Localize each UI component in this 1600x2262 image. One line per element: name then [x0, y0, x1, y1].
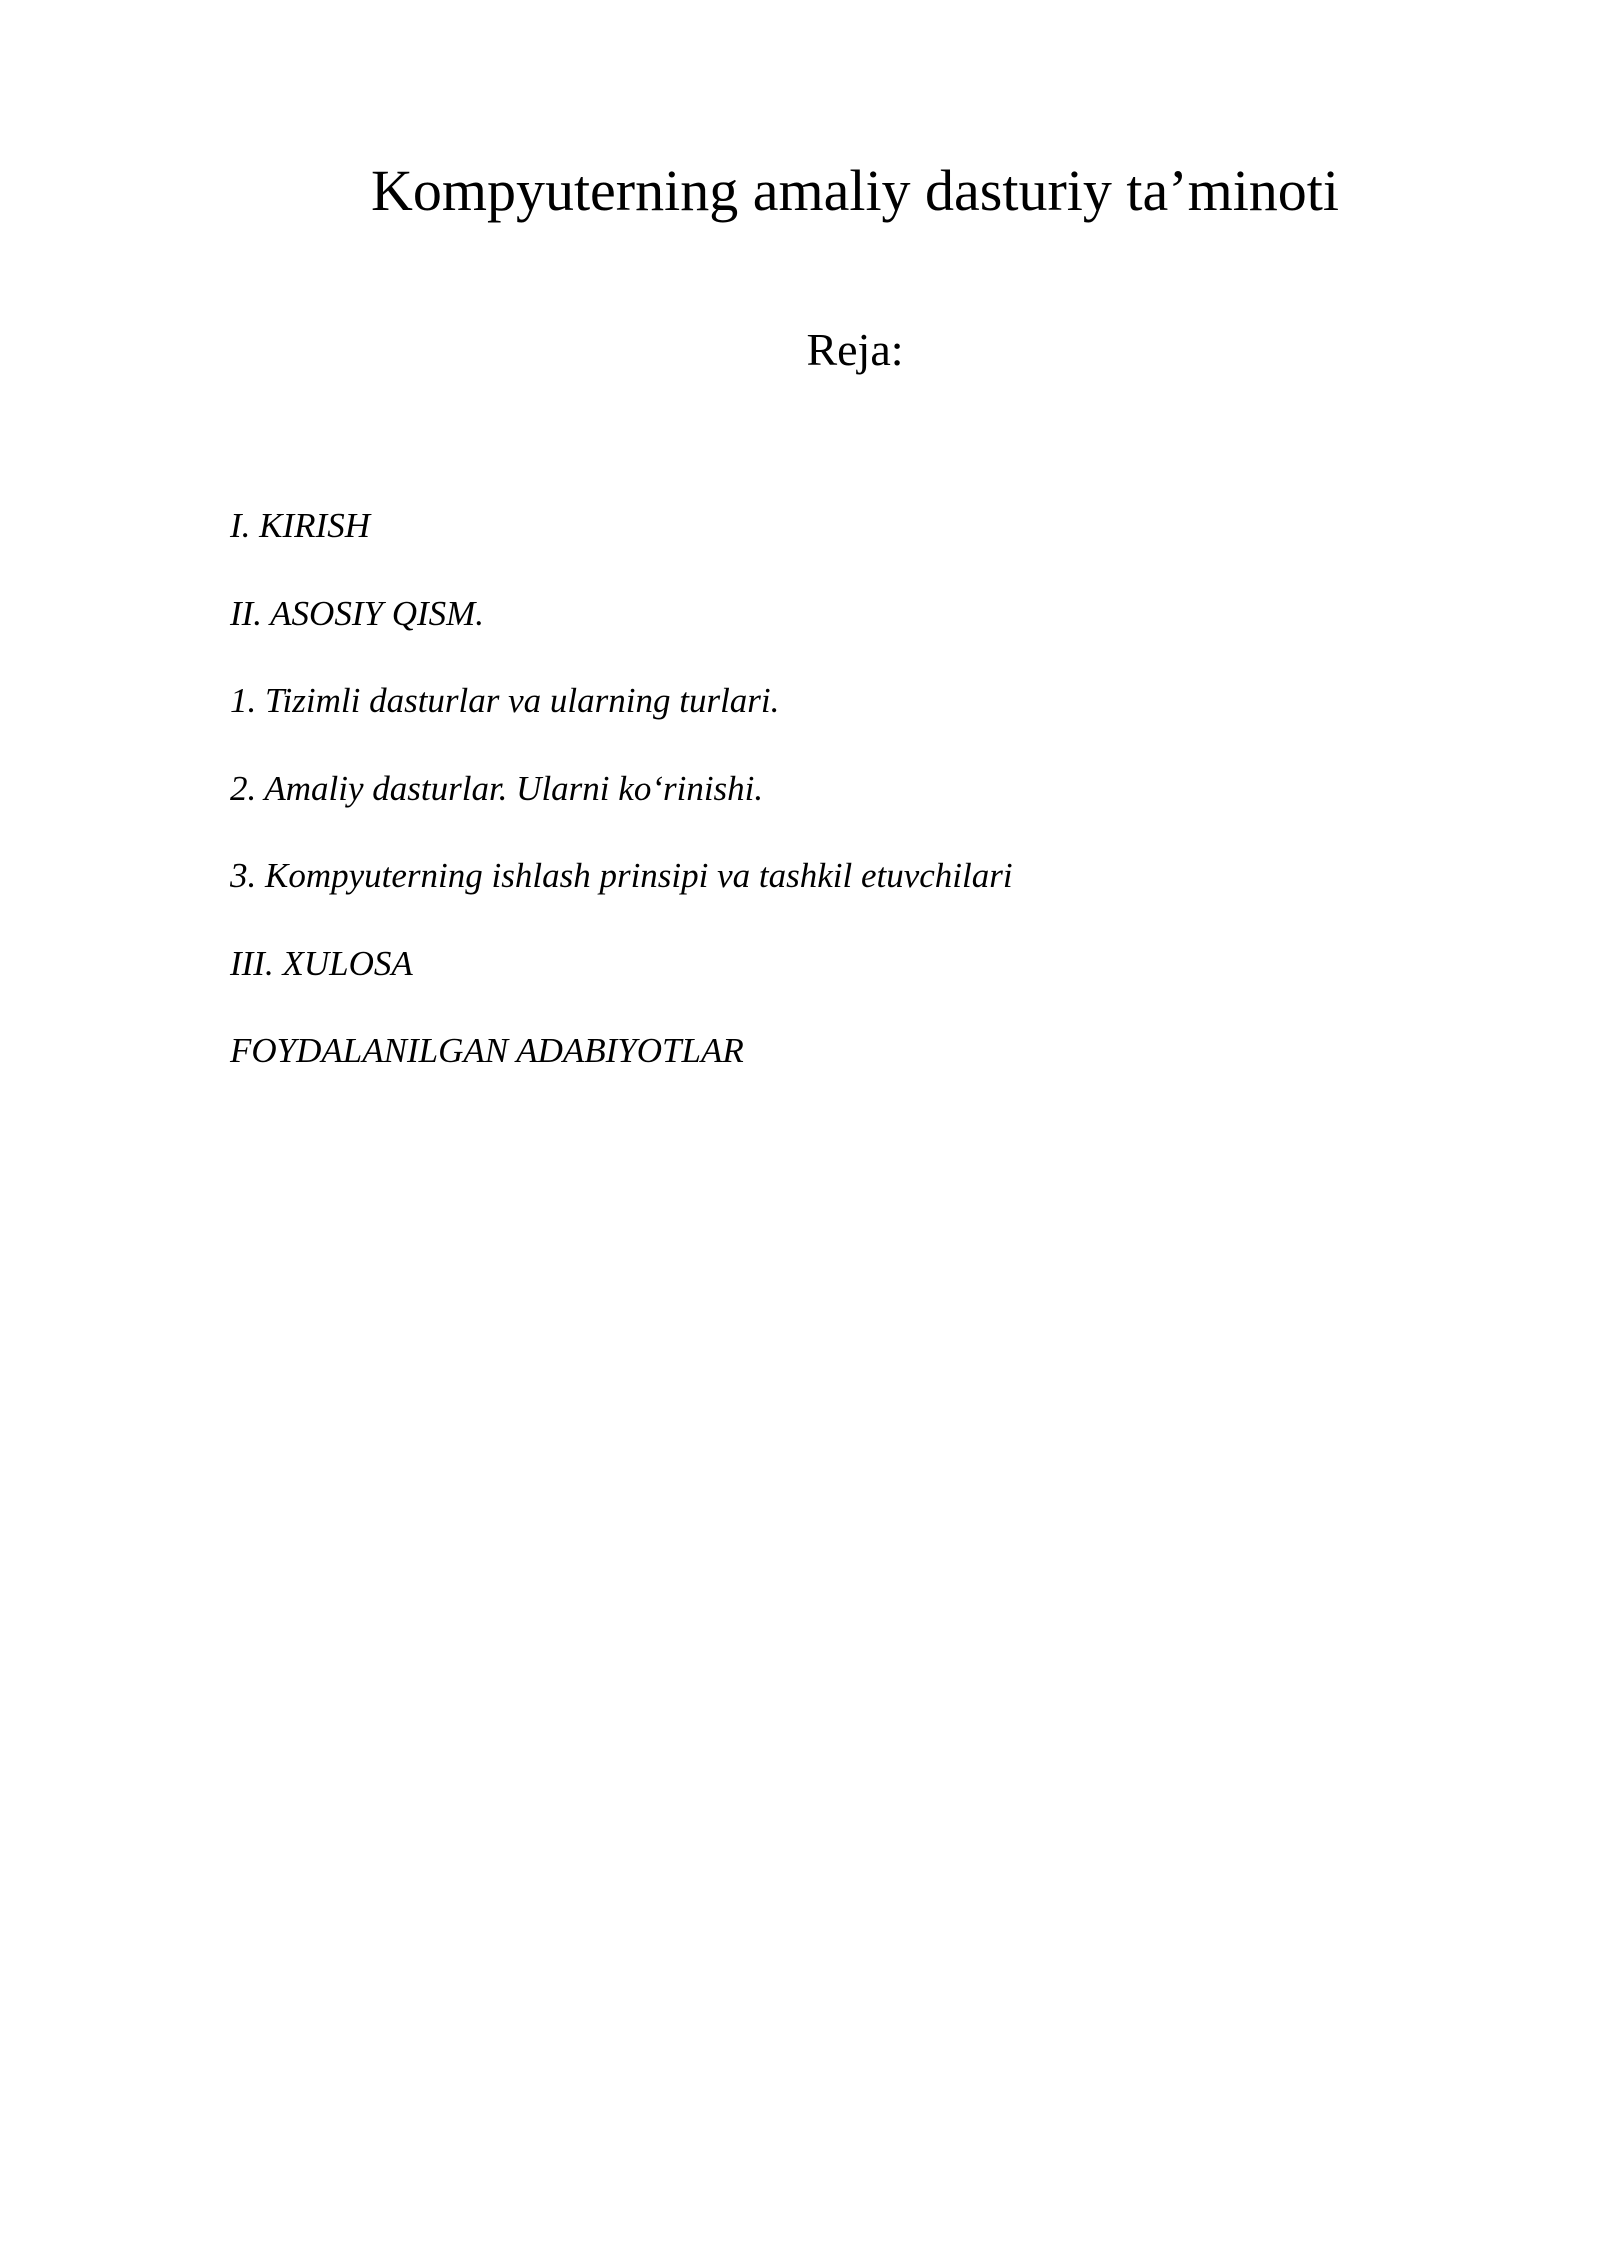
plan-item-introduction: I. KIRISH: [230, 506, 370, 545]
plan-item-references: FOYDALANILGAN ADABIYOTLAR: [230, 1031, 744, 1070]
plan-heading: Reja:: [806, 324, 904, 375]
plan-item-conclusion: III. XULOSA: [230, 943, 413, 983]
plan-list: [230, 504, 1430, 1117]
plan-item-application-programs: 2. Amaliy dasturlar. Ularni ko‘rinishi.: [230, 768, 764, 808]
document-title: Kompyuterning amaliy dasturiy ta’minoti: [370, 158, 1340, 223]
plan-item-main-part: II. ASOSIY QISM.: [230, 593, 485, 633]
plan-item-system-programs: 1. Tizimli dasturlar va ularning turlari.: [230, 681, 780, 720]
plan-item-computer-principles: 3. Kompyuterning ishlash prinsipi va tashkil etuvchilari: [230, 856, 1013, 895]
